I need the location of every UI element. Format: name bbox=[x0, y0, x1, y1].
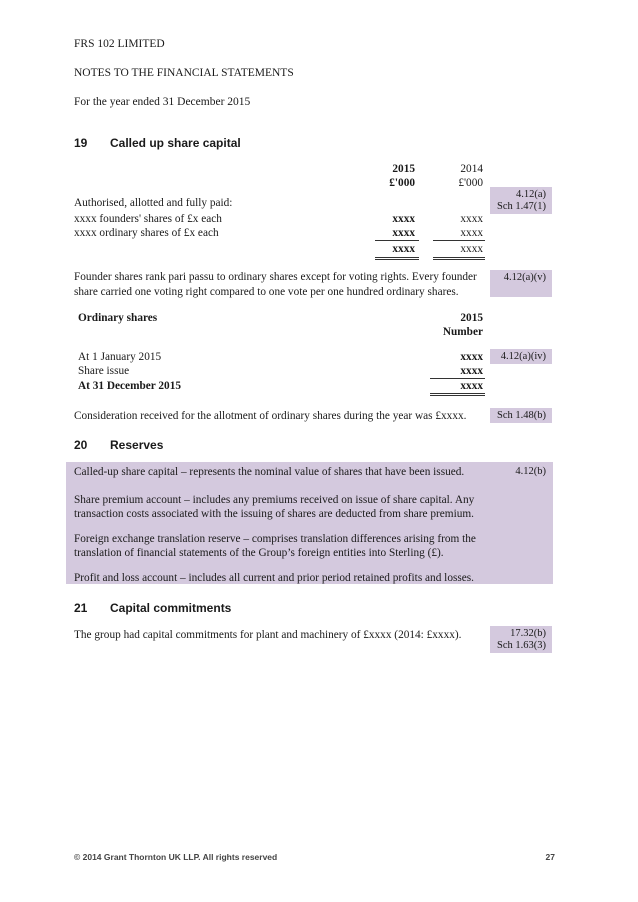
total-2014: xxxx bbox=[460, 243, 483, 255]
ordinary-row-value: xxxx bbox=[460, 380, 483, 392]
subtotal-rule bbox=[430, 378, 485, 379]
footer-copyright: © 2014 Grant Thornton UK LLP. All rights reserved bbox=[74, 852, 278, 862]
reserves-paragraph: Share premium account – includes any premiums received on issue of share capital. Any bbox=[74, 494, 475, 506]
total-rule bbox=[375, 259, 419, 260]
total-rule bbox=[375, 257, 419, 258]
total-rule bbox=[433, 257, 485, 258]
ordinary-row-value: xxxx bbox=[460, 351, 483, 363]
total-rule bbox=[430, 393, 485, 394]
period-label: For the year ended 31 December 2015 bbox=[74, 96, 251, 108]
note-21-title: Capital commitments bbox=[110, 601, 232, 615]
founder-shares-text: Founder shares rank pari passu to ordinary shares except for voting rights. Every founder bbox=[74, 271, 477, 283]
ordinary-shares-title: Ordinary shares bbox=[78, 312, 158, 324]
reserves-paragraph: transaction costs associated with the issuing of shares are deducted from share premium. bbox=[74, 508, 474, 520]
col-2015-unit: £'000 bbox=[389, 177, 415, 189]
ordinary-col-header: 2015 bbox=[460, 312, 483, 324]
reference-badge bbox=[490, 349, 552, 364]
col-2014-unit: £'000 bbox=[458, 177, 483, 189]
reserves-paragraph: translation of financial statements of the Group’s foreign entities into Sterling (£). bbox=[74, 547, 444, 559]
share-row-value-2014: xxxx bbox=[460, 227, 483, 239]
reference-line: Sch 1.47(1) bbox=[497, 201, 546, 212]
note-20-number: 20 bbox=[74, 438, 88, 452]
reserves-paragraph: Called-up share capital – represents the nominal value of shares that have been issued. bbox=[74, 466, 465, 478]
company-name: FRS 102 LIMITED bbox=[74, 38, 165, 50]
reserves-paragraph: Profit and loss account – includes all current and prior period retained profits and losses. bbox=[74, 572, 474, 584]
share-row-label: xxxx founders' shares of £x each bbox=[74, 213, 222, 225]
share-row-value-2014: xxxx bbox=[460, 213, 483, 225]
col-2014-header: 2014 bbox=[460, 163, 483, 175]
authorised-label: Authorised, allotted and fully paid: bbox=[74, 197, 233, 209]
capital-commitments-text: The group had capital commitments for plant and machinery of £xxxx (2014: £xxxx). bbox=[74, 629, 462, 641]
subtotal-rule bbox=[433, 240, 485, 241]
reference-badge bbox=[490, 270, 552, 297]
reserves-panel bbox=[66, 462, 553, 584]
consideration-text: Consideration received for the allotment of ordinary shares during the year was £xxxx. bbox=[74, 410, 467, 422]
ordinary-row-label: Share issue bbox=[78, 365, 130, 377]
reference-line: 4.12(a)(v) bbox=[503, 272, 546, 283]
share-row-value-2015: xxxx bbox=[392, 213, 415, 225]
subtotal-rule bbox=[375, 240, 419, 241]
reference-badge bbox=[490, 187, 552, 214]
ordinary-row-label: At 31 December 2015 bbox=[78, 380, 182, 392]
founder-shares-text: share carried one voting right compared to one vote per one hundred ordinary shares. bbox=[74, 286, 459, 298]
reference-badge bbox=[490, 408, 552, 423]
share-row-label: xxxx ordinary shares of £x each bbox=[74, 227, 219, 239]
ordinary-col-unit: Number bbox=[442, 326, 483, 338]
share-row-value-2015: xxxx bbox=[392, 227, 415, 239]
reference-line: 4.12(a) bbox=[515, 189, 546, 200]
page-number: 27 bbox=[545, 852, 555, 862]
total-rule bbox=[433, 259, 485, 260]
note-21-number: 21 bbox=[74, 601, 88, 615]
note-20-title: Reserves bbox=[110, 438, 164, 452]
total-2015: xxxx bbox=[392, 243, 415, 255]
note-19-title: Called up share capital bbox=[110, 136, 241, 150]
reserves-paragraph: Foreign exchange translation reserve – comprises translation differences arising from the bbox=[74, 533, 476, 545]
total-rule bbox=[430, 395, 485, 396]
reference-badge bbox=[490, 626, 552, 653]
col-2015-header: 2015 bbox=[392, 163, 415, 175]
note-19-number: 19 bbox=[74, 136, 88, 150]
reference-line: Sch 1.63(3) bbox=[497, 640, 546, 651]
reference-line: 17.32(b) bbox=[510, 628, 546, 639]
notes-title: NOTES TO THE FINANCIAL STATEMENTS bbox=[74, 67, 294, 79]
reference-line: Sch 1.48(b) bbox=[497, 410, 546, 421]
ordinary-row-label: At 1 January 2015 bbox=[78, 351, 162, 363]
ordinary-row-value: xxxx bbox=[460, 365, 483, 377]
reference-line: 4.12(a)(iv) bbox=[500, 351, 546, 362]
reference-badge: 4.12(b) bbox=[515, 466, 546, 477]
